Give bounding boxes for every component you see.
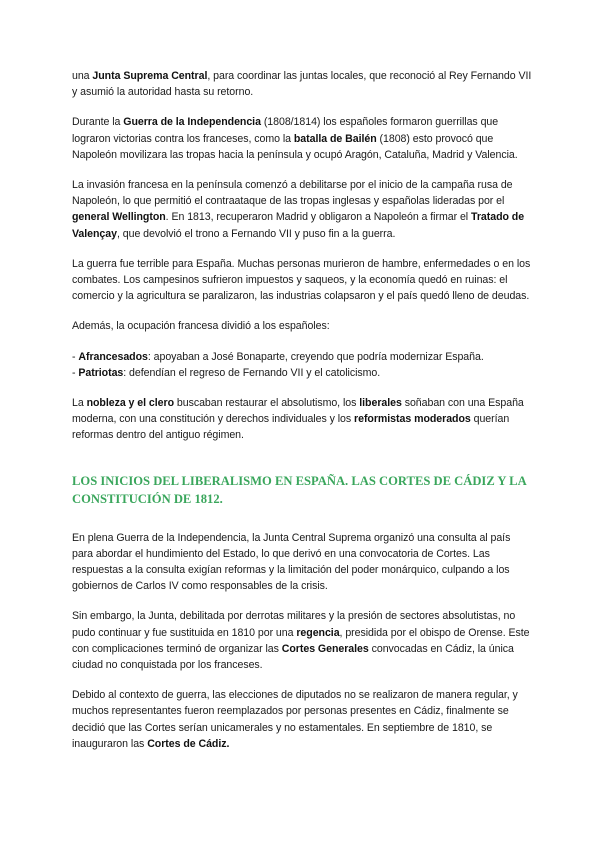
bold-term: Afrancesados <box>78 350 148 363</box>
paragraph-nobleza-clero <box>72 395 532 444</box>
paragraph-guerra-independencia <box>72 114 532 163</box>
paragraph-elecciones-cortes <box>72 687 532 752</box>
text-run: . En 1813, recuperaron Madrid y obligaron a Napoleón a firmar el <box>165 211 471 224</box>
paragraph-consulta-pais: En plena Guerra de la Independencia, la Junta Central Suprema organizó una consulta al país para abordar el hundimiento del Estado, lo que derivó en una convocatoria de Cortes. Las respuestas a la consulta exigían reformas y la limitación del poder monárquico, culpando a los gobiernos de Carlos IV como responsables de la crisis. <box>72 531 511 593</box>
bold-term: batalla de Bailén <box>293 132 377 145</box>
document-body <box>72 68 532 766</box>
paragraph-regencia <box>72 608 532 673</box>
text-run: una <box>72 70 93 82</box>
text-run: , presidida por el obispo de Orense. Este con complicaciones terminó de organizar las <box>72 626 530 655</box>
text-run: querían reformas dentro del antiguo régimen. <box>72 413 510 442</box>
text-run: : apoyaban a José Bonaparte, creyendo que podría modernizar España. <box>147 350 484 363</box>
text-run: (1808/1814) los españoles formaron guerrillas que lograron victorias contra los franceses, como la <box>72 116 499 145</box>
text-run: Debido al contexto de guerra, las elecciones de diputados no se realizaron de manera regular, y muchos representantes fueron reemplazados por personas presentes en Cádiz, finalmente se decidió que las Cortes serían unicamerales y no estamentales. En septiembre de 1810, se inauguraron las <box>72 689 518 750</box>
text-run: buscaban restaurar el absolutismo, los <box>174 397 360 410</box>
bold-term: Cortes Generales <box>281 642 369 655</box>
list-dash: - <box>72 350 79 363</box>
text-run: La <box>72 397 87 410</box>
bold-term: regencia <box>296 626 340 639</box>
text-run: Sin embargo, la Junta, debilitada por derrotas militares y la presión de sectores absolutistas, no pudo continuar y fue sustituida en 1810 por una <box>72 610 516 639</box>
bold-term: Cortes de Cádiz. <box>147 737 230 750</box>
text-run: , que devolvió el trono a Fernando VII y puso fin a la guerra. <box>116 227 396 240</box>
bold-term: Patriotas <box>78 366 124 379</box>
bold-term: Junta Suprema Central <box>92 70 208 82</box>
faction-list <box>72 349 532 381</box>
list-item <box>72 349 532 365</box>
bold-term: liberales <box>359 397 402 410</box>
bold-term: Tratado de Valençay <box>72 211 525 240</box>
bold-term: reformistas moderados <box>354 413 471 426</box>
text-run: soñaban con una España moderna, con una constitución y derechos individuales y los <box>72 397 524 426</box>
bold-term: general Wellington <box>72 211 166 224</box>
text-run: : defendían el regreso de Fernando VII y el catolicismo. <box>123 366 381 379</box>
paragraph-invasion-francesa <box>72 177 532 242</box>
text-run: Durante la <box>72 116 124 129</box>
paragraph-division-espanoles: Además, la ocupación francesa dividió a los españoles: <box>72 320 330 333</box>
paragraph-consecuencias-guerra: La guerra fue terrible para España. Muchas personas murieron de hambre, enfermedades o en los combates. Los campesinos sufrieron impuestos y saqueos, y la economía quedó en ruinas: el comercio y la agricultura se paralizaron, las industrias colapsaron y el país quedó lleno de deudas. <box>72 257 531 303</box>
list-item <box>72 365 532 381</box>
text-run: convocadas en Cádiz, la única ciudad no conquistada por los franceses. <box>72 642 514 672</box>
text-run: La invasión francesa en la península comenzó a debilitarse por el inicio de la campaña rusa de Napoleón, lo que permitió el contraataque de las tropas inglesas y españolas lideradas por el <box>72 179 513 208</box>
bold-term: nobleza y el clero <box>86 397 174 410</box>
section-heading: LOS INICIOS DEL LIBERALISMO EN ESPAÑA. LAS CORTES DE CÁDIZ Y LA CONSTITUCIÓN DE 1812. <box>72 473 526 506</box>
bold-term: Guerra de la Independencia <box>123 116 261 129</box>
paragraph-junta-suprema <box>72 68 532 100</box>
list-dash: - <box>72 366 79 379</box>
text-run: , para coordinar las juntas locales, que reconoció al Rey Fernando VII y asumió la autoridad hasta su retorno. <box>72 70 532 99</box>
text-run: (1808) esto provocó que Napoleón movilizara las tropas hacia la península y ocupó Aragón, Cataluña, Madrid y Valencia. <box>72 132 518 161</box>
